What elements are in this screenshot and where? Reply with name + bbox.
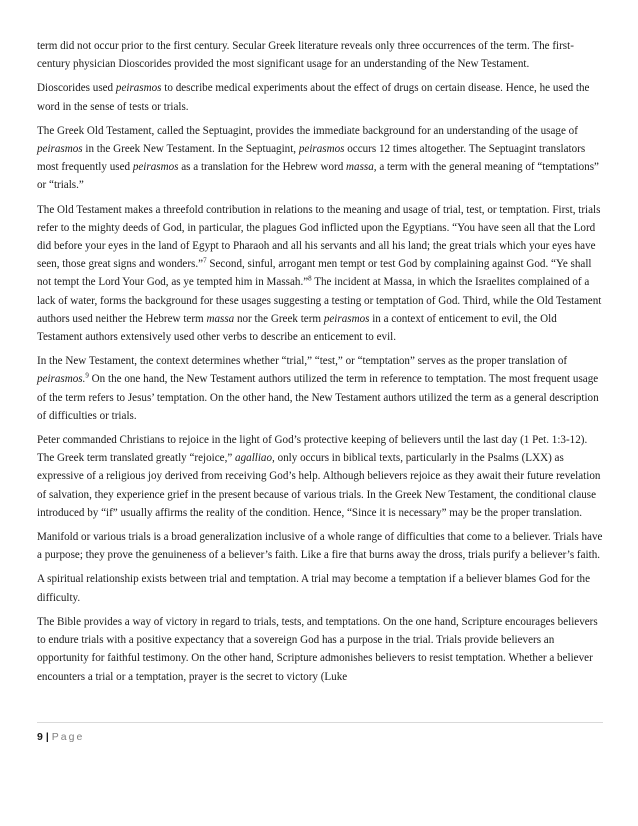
- document-body: [37, 37, 603, 692]
- text-run: Dioscorides used: [37, 82, 116, 95]
- text-run: term did not occur prior to the first century. Secular Greek literature reveals only three occurrences of the term. The first-century physician Dioscorides provided the most significant usage for an understanding of the New Testament.: [37, 40, 574, 71]
- page-footer: [37, 722, 603, 743]
- page-number: 9: [37, 731, 43, 743]
- text-run: as a translation for the Hebrew word: [178, 161, 347, 174]
- italic-term: peirasmos: [115, 82, 162, 95]
- text-run: occurs 12 times altogether. The Septuagint translators most frequently used: [37, 143, 586, 174]
- paragraph: [37, 201, 603, 347]
- text-run: to describe medical experiments about the effect of drugs on certain disease. Hence, he used the word in the sense of tests or trials.: [37, 82, 590, 113]
- italic-term: peirasmos: [298, 143, 345, 156]
- text-run: The Old Testament makes a threefold contribution in relations to the meaning and usage of trial, test, or temptation. First, trials refer to the mighty deeds of God, in particular, the plagues God inflicted upon the Egyptians. “You have seen all that the Lord did before your eyes in the land of Egypt to Pharaoh and all his servants and all his land; the great trials which your eyes have seen, those great signs and wonders.”: [37, 203, 601, 271]
- italic-term: massa,: [346, 161, 377, 174]
- text-run: in a context of enticement to evil, the Old Testament authors extensively used other verbs to describe an enticement to evil.: [37, 312, 557, 344]
- italic-term: peirasmos.: [37, 373, 86, 386]
- paragraph: [37, 570, 603, 606]
- text-run: nor the Greek term: [234, 312, 324, 325]
- text-run: The incident at Massa, in which the Israelites complained of a lack of water, forms the background for these usages suggesting a testing or temptation of God. Third, while the Old Testament authors used neither the Hebrew term: [37, 276, 602, 325]
- paragraph: [37, 431, 603, 522]
- footnote-ref: 8: [308, 274, 312, 283]
- footnote-ref: 9: [85, 371, 89, 380]
- text-run: The Bible provides a way of victory in regard to trials, tests, and temptations. On the one hand, Scripture encourages believers to endure trials with a positive expectancy that a sovereign God has a purpose in the trial. Trials provide believers an opportunity for faithful testimony. On the other hand, Scripture admonishes believers to resist temptation. Whether a believer encounters a trial or a temptation, prayer is the secret to victory (Luke: [37, 615, 598, 683]
- paragraph: [37, 122, 603, 195]
- text-run: The Greek Old Testament, called the Septuagint, provides the immediate background for an understanding of the usage of: [37, 124, 578, 137]
- text-run: Manifold or various trials is a broad generalization inclusive of a whole range of difficulties that come to a believer. Trials have a purpose; they prove the genuineness of a believer’s faith. Like a fire that burns away the dross, trials purify a believer’s faith.: [37, 531, 603, 562]
- paragraph: [37, 37, 603, 73]
- paragraph: [37, 352, 603, 425]
- paragraph: [37, 613, 603, 686]
- italic-term: agalliao,: [235, 452, 275, 465]
- footnote-ref: 7: [203, 256, 207, 265]
- page-label: Page: [51, 731, 85, 743]
- text-run: A spiritual relationship exists between trial and temptation. A trial may become a temptation if a believer blames God for the difficulty.: [37, 573, 590, 604]
- text-run: in the Greek New Testament. In the Septuagint,: [82, 143, 299, 156]
- footer-separator: |: [45, 731, 49, 743]
- italic-term: peirasmos: [132, 161, 179, 174]
- text-run: a term with the general meaning of “temptations” or “trials.”: [37, 161, 599, 192]
- text-run: On the one hand, the New Testament authors utilized the term in reference to temptation. The most frequent usage of the term refers to Jesus’ temptation. On the other hand, the New Testament authors utilized the term as a general description of difficulties or trials.: [37, 373, 599, 422]
- text-run: only occurs in biblical texts, particularly in the Psalms (LXX) as expressive of a religious joy derived from receiving God’s help. Although believers rejoice as they await their future revelation of salvation, they experience grief in the present because of various trials. In the Greek New Testament, the conditional clause introduced by “if” usually affirms the reality of the condition. Hence, “Since it is necessary” may be the proper translation.: [37, 452, 601, 519]
- paragraph: [37, 79, 603, 115]
- italic-term: massa: [206, 312, 235, 325]
- italic-term: peirasmos: [323, 312, 370, 325]
- text-run: Peter commanded Christians to rejoice in the light of God’s protective keeping of believers until the last day (1 Pet. 1:3-12). The Greek term translated greatly “rejoice,”: [37, 434, 588, 465]
- italic-term: peirasmos: [37, 143, 83, 156]
- text-run: Second, sinful, arrogant men tempt or test God by complaining against God. “Ye shall not tempt the Lord Your God, as ye tempted him in Massah.”: [37, 258, 592, 289]
- paragraph: [37, 528, 603, 564]
- text-run: In the New Testament, the context determines whether “trial,” “test,” or “temptation” serves as the proper translation of: [37, 355, 568, 368]
